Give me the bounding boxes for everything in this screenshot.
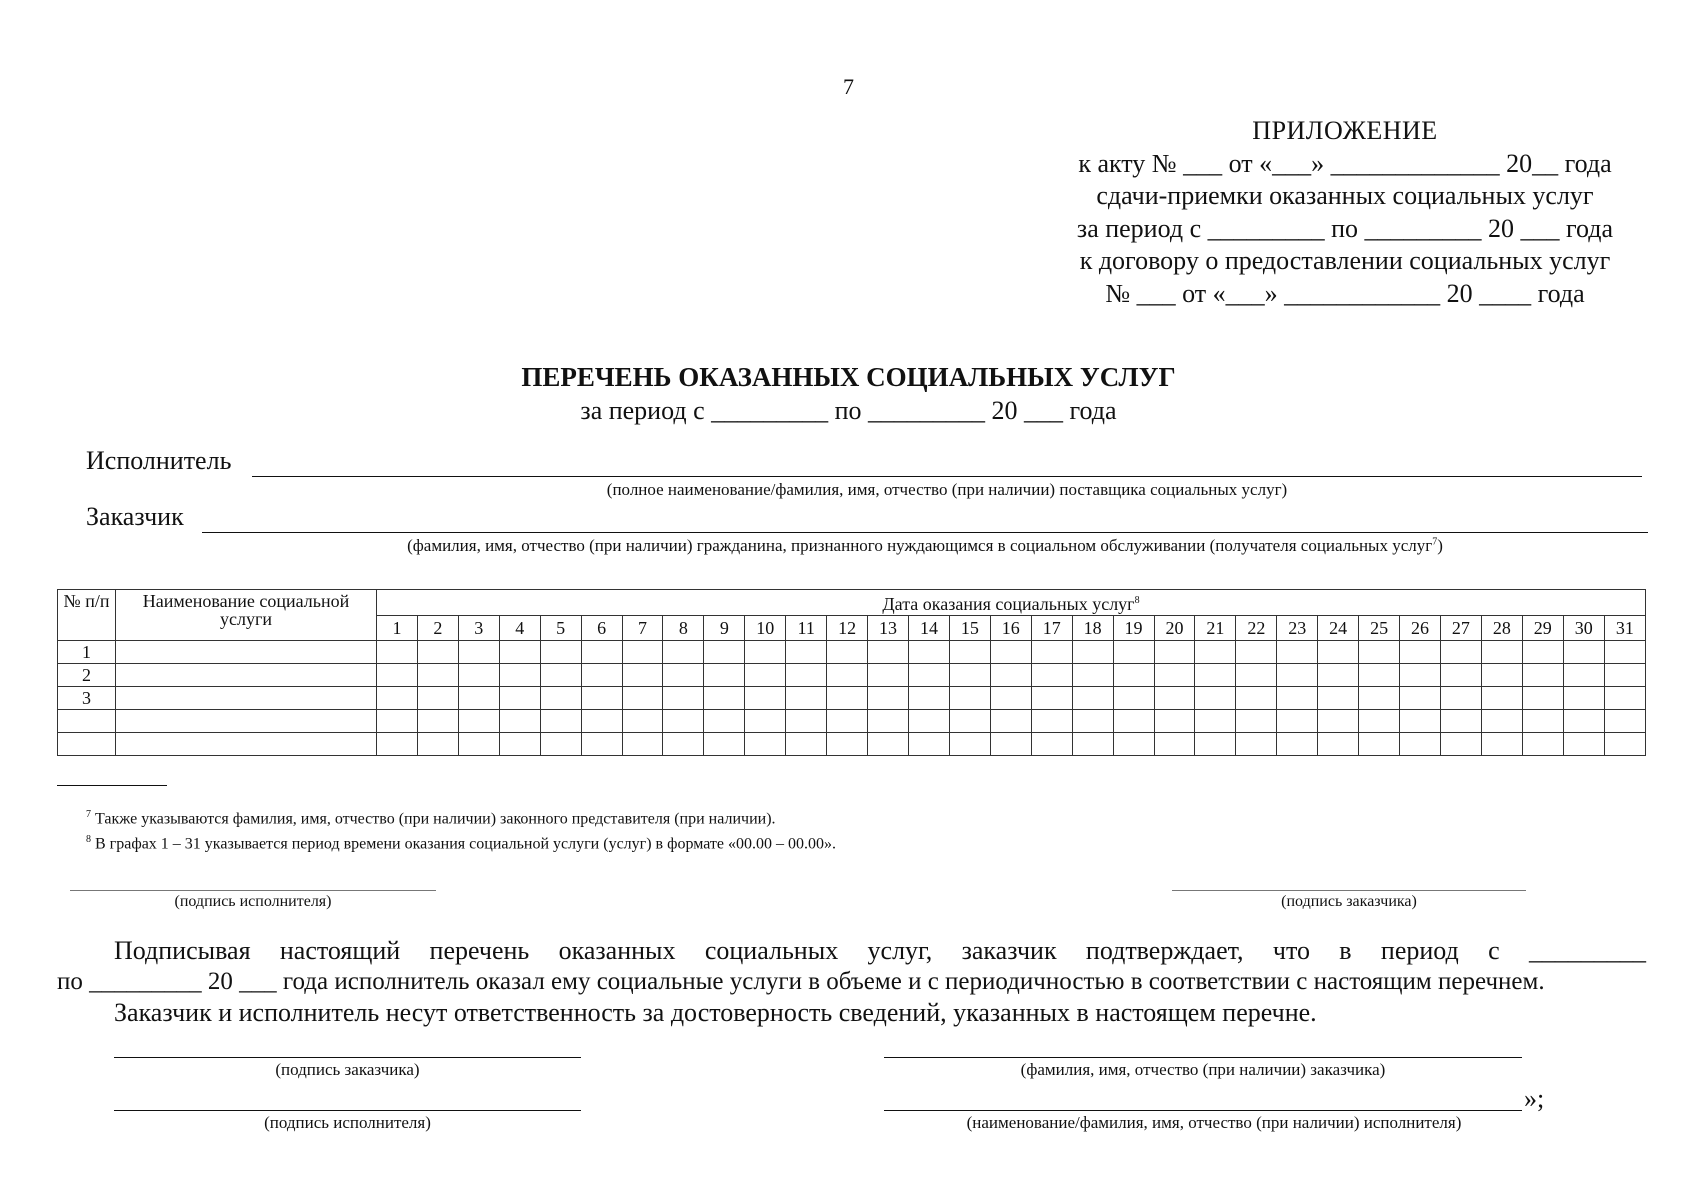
day-cell[interactable] <box>1154 710 1195 733</box>
day-cell[interactable] <box>1072 687 1113 710</box>
day-cell[interactable] <box>1522 687 1563 710</box>
day-cell[interactable] <box>1604 710 1645 733</box>
day-cell[interactable] <box>458 687 499 710</box>
row-number-cell <box>58 733 116 756</box>
day-column-header: 19 <box>1113 616 1154 641</box>
day-cell[interactable] <box>1277 641 1318 664</box>
day-cell[interactable] <box>1481 687 1522 710</box>
day-cell[interactable] <box>1277 733 1318 756</box>
day-cell[interactable] <box>581 710 622 733</box>
day-cell[interactable] <box>1563 733 1604 756</box>
confirmation-paragraph <box>57 935 1646 1028</box>
executor-signature-caption-top: (подпись исполнителя) <box>174 893 332 910</box>
day-cell[interactable] <box>868 687 909 710</box>
day-cell[interactable] <box>990 641 1031 664</box>
day-cell[interactable] <box>745 733 786 756</box>
day-cell[interactable] <box>1236 641 1277 664</box>
day-cell[interactable] <box>745 664 786 687</box>
day-cell[interactable] <box>1195 641 1236 664</box>
day-cell[interactable] <box>827 664 868 687</box>
customer-caption-footnote-mark: 7 <box>1432 536 1438 548</box>
day-cell[interactable] <box>1522 664 1563 687</box>
day-cell[interactable] <box>1154 733 1195 756</box>
day-cell[interactable] <box>540 687 581 710</box>
day-column-header: 22 <box>1236 616 1277 641</box>
day-cell[interactable] <box>1113 733 1154 756</box>
day-cell[interactable] <box>704 687 745 710</box>
day-cell[interactable] <box>622 664 663 687</box>
table-row <box>58 664 1646 687</box>
day-cell[interactable] <box>868 733 909 756</box>
appendix-line-contract-number: № ___ от «___» ____________ 20 ____ года <box>1105 278 1585 308</box>
day-cell[interactable] <box>1440 664 1481 687</box>
day-cell[interactable] <box>1318 664 1359 687</box>
day-cell[interactable] <box>1522 733 1563 756</box>
day-cell[interactable] <box>1072 710 1113 733</box>
executor-signature-line[interactable] <box>114 1110 581 1111</box>
day-cell[interactable] <box>1154 641 1195 664</box>
appendix-line-acceptance: сдачи-приемки оказанных социальных услуг <box>1096 181 1594 210</box>
day-cell[interactable] <box>417 710 458 733</box>
column-header-number: № п/п <box>58 590 116 641</box>
column-header-dates-text: Дата оказания социальных услуг <box>882 594 1135 614</box>
day-cell[interactable] <box>1522 641 1563 664</box>
day-cell[interactable] <box>704 641 745 664</box>
day-column-header: 5 <box>540 616 581 641</box>
executor-signature-caption: (подпись исполнителя) <box>264 1113 431 1132</box>
day-column-header: 17 <box>1031 616 1072 641</box>
customer-signature-line-top[interactable] <box>1172 890 1526 891</box>
day-column-header: 4 <box>499 616 540 641</box>
day-cell[interactable] <box>704 664 745 687</box>
day-column-header: 13 <box>868 616 909 641</box>
footnote-8-text: В графах 1 – 31 указывается период времени оказания социальной услуги (услуг) в формате «00.00 – 00.00». <box>95 835 837 853</box>
day-cell[interactable] <box>1031 664 1072 687</box>
day-cell[interactable] <box>1563 641 1604 664</box>
customer-caption-text: (фамилия, имя, отчество (при наличии) гражданина, признанного нуждающимся в социальном обслуживании (получателя социальных услуг <box>407 536 1433 555</box>
confirmation-line-2: по _________ 20 ___ года исполнитель оказал ему социальные услуги в объеме и с периодичностью в соответствии с настоящим перечнем. <box>57 968 1545 995</box>
day-cell[interactable] <box>1031 687 1072 710</box>
confirmation-line-1: Подписывая настоящий перечень оказанных социальных услуг, заказчик подтверждает, что в период с _________ <box>114 936 1646 965</box>
day-column-header: 7 <box>622 616 663 641</box>
day-cell[interactable] <box>622 687 663 710</box>
service-name-cell[interactable] <box>116 687 377 710</box>
day-column-header: 15 <box>949 616 990 641</box>
customer-caption-end: ) <box>1437 536 1443 555</box>
customer-signature-line[interactable] <box>114 1057 581 1058</box>
footnote-8-mark: 8 <box>86 834 91 846</box>
footnotes <box>86 804 836 855</box>
customer-signature-caption-top: (подпись заказчика) <box>1281 893 1417 910</box>
day-cell[interactable] <box>1359 664 1400 687</box>
day-cell[interactable] <box>499 710 540 733</box>
day-cell[interactable] <box>499 687 540 710</box>
day-cell[interactable] <box>1604 664 1645 687</box>
document-subtitle: за период с _________ по _________ 20 ___ года <box>580 396 1117 425</box>
day-column-header: 14 <box>908 616 949 641</box>
day-cell[interactable] <box>786 687 827 710</box>
day-column-header: 25 <box>1359 616 1400 641</box>
appendix-line-contract: к договору о предоставлении социальных услуг <box>1079 246 1611 275</box>
day-cell[interactable] <box>745 641 786 664</box>
day-column-header: 30 <box>1563 616 1604 641</box>
day-cell[interactable] <box>1604 641 1645 664</box>
day-cell[interactable] <box>827 687 868 710</box>
day-cell[interactable] <box>786 710 827 733</box>
day-cell[interactable] <box>377 687 418 710</box>
day-cell[interactable] <box>417 664 458 687</box>
service-name-cell[interactable] <box>116 710 377 733</box>
day-cell[interactable] <box>540 641 581 664</box>
day-cell[interactable] <box>1400 687 1441 710</box>
day-column-header: 10 <box>745 616 786 641</box>
day-cell[interactable] <box>663 641 704 664</box>
day-cell[interactable] <box>581 733 622 756</box>
day-column-header: 9 <box>704 616 745 641</box>
day-cell[interactable] <box>704 733 745 756</box>
day-cell[interactable] <box>1440 733 1481 756</box>
day-column-header: 2 <box>417 616 458 641</box>
day-cell[interactable] <box>377 664 418 687</box>
day-cell[interactable] <box>1440 687 1481 710</box>
customer-field-line[interactable] <box>202 532 1648 533</box>
day-cell[interactable] <box>1359 710 1400 733</box>
day-cell[interactable] <box>1154 687 1195 710</box>
day-cell[interactable] <box>745 687 786 710</box>
day-cell[interactable] <box>663 687 704 710</box>
day-cell[interactable] <box>581 687 622 710</box>
day-cell[interactable] <box>458 641 499 664</box>
closing-quote: »; <box>1524 1084 1545 1113</box>
table-row <box>58 710 1646 733</box>
executor-name-caption: (наименование/фамилия, имя, отчество (при наличии) исполнителя) <box>966 1113 1462 1132</box>
day-cell[interactable] <box>1318 733 1359 756</box>
day-column-header: 1 <box>377 616 418 641</box>
table-row <box>58 641 1646 664</box>
day-cell[interactable] <box>1031 710 1072 733</box>
day-cell[interactable] <box>1031 641 1072 664</box>
day-cell[interactable] <box>1195 687 1236 710</box>
day-cell[interactable] <box>1522 710 1563 733</box>
day-cell[interactable] <box>1195 733 1236 756</box>
day-cell[interactable] <box>908 710 949 733</box>
day-cell[interactable] <box>1072 733 1113 756</box>
day-cell[interactable] <box>990 664 1031 687</box>
day-cell[interactable] <box>1563 664 1604 687</box>
day-cell[interactable] <box>499 641 540 664</box>
appendix-line-period: за период с _________ по _________ 20 ___ года <box>1076 213 1614 243</box>
day-cell[interactable] <box>868 710 909 733</box>
day-cell[interactable] <box>1236 664 1277 687</box>
day-cell[interactable] <box>786 641 827 664</box>
day-cell[interactable] <box>827 733 868 756</box>
day-cell[interactable] <box>663 733 704 756</box>
appendix-block <box>1020 115 1670 310</box>
day-cell[interactable] <box>1277 710 1318 733</box>
footnote-7 <box>86 804 836 829</box>
day-cell[interactable] <box>1318 687 1359 710</box>
row-number-cell <box>58 710 116 733</box>
customer-label: Заказчик <box>86 502 184 531</box>
day-cell[interactable] <box>458 664 499 687</box>
day-cell[interactable] <box>827 641 868 664</box>
day-cell[interactable] <box>990 687 1031 710</box>
day-cell[interactable] <box>622 733 663 756</box>
day-cell[interactable] <box>908 664 949 687</box>
day-cell[interactable] <box>908 733 949 756</box>
document-title: ПЕРЕЧЕНЬ ОКАЗАННЫХ СОЦИАЛЬНЫХ УСЛУГ <box>521 362 1176 392</box>
executor-caption: (полное наименование/фамилия, имя, отчество (при наличии) поставщика социальных услуг) <box>606 480 1288 499</box>
service-name-cell[interactable] <box>116 733 377 756</box>
day-cell[interactable] <box>377 710 418 733</box>
customer-caption <box>202 536 1648 556</box>
day-cell[interactable] <box>377 641 418 664</box>
day-cell[interactable] <box>1604 687 1645 710</box>
day-cell[interactable] <box>868 641 909 664</box>
day-cell[interactable] <box>663 664 704 687</box>
day-cell[interactable] <box>458 733 499 756</box>
day-column-header: 27 <box>1440 616 1481 641</box>
day-cell[interactable] <box>540 733 581 756</box>
day-cell[interactable] <box>949 710 990 733</box>
day-column-header: 6 <box>581 616 622 641</box>
day-cell[interactable] <box>949 664 990 687</box>
column-header-dates <box>377 590 1646 616</box>
day-column-header: 21 <box>1195 616 1236 641</box>
customer-name-line[interactable] <box>884 1057 1522 1058</box>
day-cell[interactable] <box>868 664 909 687</box>
day-cell[interactable] <box>1236 687 1277 710</box>
day-column-header: 24 <box>1318 616 1359 641</box>
day-cell[interactable] <box>1072 641 1113 664</box>
day-cell[interactable] <box>1113 710 1154 733</box>
day-cell[interactable] <box>1604 733 1645 756</box>
day-cell[interactable] <box>417 733 458 756</box>
confirmation-line-3: Заказчик и исполнитель несут ответственность за достоверность сведений, указанных в настоящем перечне. <box>114 998 1317 1027</box>
day-cell[interactable] <box>1440 710 1481 733</box>
day-cell[interactable] <box>908 641 949 664</box>
day-cell[interactable] <box>1195 664 1236 687</box>
day-cell[interactable] <box>1154 664 1195 687</box>
day-cell[interactable] <box>540 710 581 733</box>
footnote-7-mark: 7 <box>86 809 91 820</box>
day-column-header: 31 <box>1604 616 1645 641</box>
day-cell[interactable] <box>417 641 458 664</box>
day-cell[interactable] <box>1440 641 1481 664</box>
day-column-header: 11 <box>786 616 827 641</box>
day-cell[interactable] <box>499 733 540 756</box>
column-header-dates-footnote-mark: 8 <box>1134 595 1140 606</box>
day-cell[interactable] <box>1031 733 1072 756</box>
row-number-cell: 1 <box>58 641 116 664</box>
table-row <box>58 687 1646 710</box>
appendix-title: ПРИЛОЖЕНИЕ <box>1252 116 1438 145</box>
day-cell[interactable] <box>1481 641 1522 664</box>
day-column-header: 16 <box>990 616 1031 641</box>
customer-name-caption: (фамилия, имя, отчество (при наличии) заказчика) <box>1020 1060 1386 1079</box>
row-number-cell: 3 <box>58 687 116 710</box>
day-cell[interactable] <box>1113 687 1154 710</box>
day-cell[interactable] <box>1113 641 1154 664</box>
day-cell[interactable] <box>704 710 745 733</box>
page-number: 7 <box>843 74 854 99</box>
day-column-header: 20 <box>1154 616 1195 641</box>
day-cell[interactable] <box>745 710 786 733</box>
day-cell[interactable] <box>949 687 990 710</box>
day-cell[interactable] <box>1481 733 1522 756</box>
day-cell[interactable] <box>1236 733 1277 756</box>
day-cell[interactable] <box>990 733 1031 756</box>
day-column-header: 28 <box>1481 616 1522 641</box>
day-column-header: 23 <box>1277 616 1318 641</box>
day-cell[interactable] <box>1481 710 1522 733</box>
row-number-cell: 2 <box>58 664 116 687</box>
executor-label: Исполнитель <box>86 446 232 475</box>
day-column-header: 29 <box>1522 616 1563 641</box>
day-cell[interactable] <box>1072 664 1113 687</box>
day-cell[interactable] <box>622 710 663 733</box>
day-cell[interactable] <box>908 687 949 710</box>
day-cell[interactable] <box>1359 687 1400 710</box>
customer-signature-caption: (подпись заказчика) <box>275 1060 420 1079</box>
service-name-cell[interactable] <box>116 664 377 687</box>
day-cell[interactable] <box>1113 664 1154 687</box>
executor-signature-line-top[interactable] <box>70 890 436 891</box>
day-cell[interactable] <box>1481 664 1522 687</box>
footnote-7-text: Также указываются фамилия, имя, отчество (при наличии) законного представителя (при наличии). <box>95 810 776 828</box>
day-cell[interactable] <box>1563 710 1604 733</box>
day-cell[interactable] <box>949 733 990 756</box>
day-column-header: 3 <box>458 616 499 641</box>
day-cell[interactable] <box>1318 641 1359 664</box>
day-cell[interactable] <box>1359 641 1400 664</box>
day-cell[interactable] <box>663 710 704 733</box>
day-column-header: 26 <box>1400 616 1441 641</box>
day-cell[interactable] <box>1359 733 1400 756</box>
footnote-8 <box>86 829 836 854</box>
day-cell[interactable] <box>581 664 622 687</box>
day-cell[interactable] <box>540 664 581 687</box>
column-header-service: Наименование социальной услуги <box>116 590 377 641</box>
day-cell[interactable] <box>990 710 1031 733</box>
day-cell[interactable] <box>458 710 499 733</box>
table-row <box>58 733 1646 756</box>
day-column-header: 12 <box>827 616 868 641</box>
day-cell[interactable] <box>417 687 458 710</box>
day-cell[interactable] <box>1563 687 1604 710</box>
executor-field-line[interactable] <box>252 476 1642 477</box>
day-column-header: 18 <box>1072 616 1113 641</box>
day-cell[interactable] <box>1400 710 1441 733</box>
day-cell[interactable] <box>1277 664 1318 687</box>
day-cell[interactable] <box>827 710 868 733</box>
day-cell[interactable] <box>1400 664 1441 687</box>
day-cell[interactable] <box>1318 710 1359 733</box>
day-cell[interactable] <box>786 733 827 756</box>
day-cell[interactable] <box>581 641 622 664</box>
day-cell[interactable] <box>1400 641 1441 664</box>
executor-name-line[interactable] <box>884 1110 1522 1111</box>
day-cell[interactable] <box>377 733 418 756</box>
day-cell[interactable] <box>499 664 540 687</box>
services-table <box>57 589 1646 756</box>
service-name-cell[interactable] <box>116 641 377 664</box>
day-cell[interactable] <box>1195 710 1236 733</box>
day-cell[interactable] <box>1277 687 1318 710</box>
day-cell[interactable] <box>1400 733 1441 756</box>
day-cell[interactable] <box>949 641 990 664</box>
footnote-separator <box>57 785 167 786</box>
day-cell[interactable] <box>1236 710 1277 733</box>
day-cell[interactable] <box>786 664 827 687</box>
appendix-line-act: к акту № ___ от «___» _____________ 20__ года <box>1078 148 1612 178</box>
day-cell[interactable] <box>622 641 663 664</box>
day-column-header: 8 <box>663 616 704 641</box>
